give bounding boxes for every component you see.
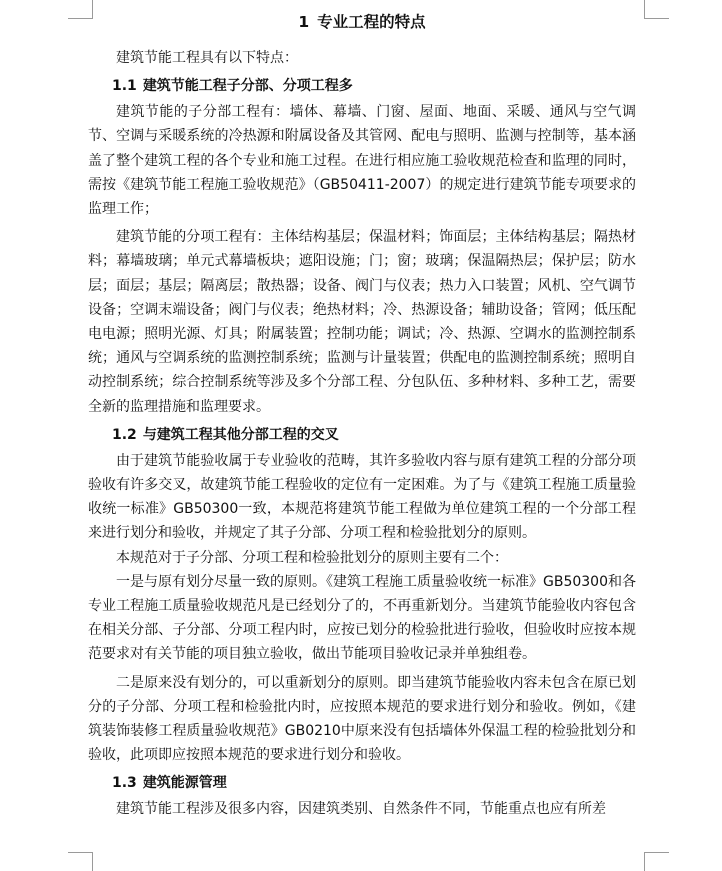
section-number: 1.2 <box>112 426 137 443</box>
section-title: 建筑节能工程子分部、分项工程多 <box>142 78 353 95</box>
section-number: 1.3 <box>112 775 137 792</box>
paragraph: 二是原来没有划分的，可以重新划分的原则。即当建筑节能验收内容未包含在原已划分的子分部、分项工程和检验批内时，应按照本规范的要求进行划分和验收。例如，《建筑装饰装修工程质量验收规范》GB0210中原来没有包括墙体外保温工程的检验批划分和验收，此项即应按照本规范的要求进行划分和验收。 <box>88 674 636 764</box>
intro-paragraph: 建筑节能工程具有以下特点： <box>116 50 298 66</box>
crop-mark-top-right <box>644 0 669 19</box>
paragraph: 一是与原有划分尽量一致的原则。《建筑工程施工质量验收统一标准》GB50300和各专业工程施工质量验收规范凡是已经划分了的，不再重新划分。当建筑节能验收内容包含在相关分部、子分部、分项工程内时，应按已划分的检验批进行验收，但验收时应按本规范要求对有关节能的项目独立验收，做出节能项目验收记录并单独组卷。 <box>88 573 636 663</box>
paragraph: 由于建筑节能验收属于专业验收的范畴，其许多验收内容与原有建筑工程的分部分项验收有许多交叉，故建筑节能工程验收的定位有一定困难。为了与《建筑工程施工质量验收统一标准》GB50300一致，本规范将建筑节能工程做为单位建筑工程的一个分部工程来进行划分和验收，并规定了其子分部、分项工程和检验批划分的原则。 <box>88 452 636 542</box>
section-title: 与建筑工程其他分部工程的交叉 <box>142 426 339 443</box>
crop-mark-bottom-left <box>68 852 93 871</box>
section-number: 1.1 <box>112 78 137 95</box>
section-title: 建筑能源管理 <box>142 775 227 792</box>
section-heading-1-3 <box>112 771 636 795</box>
paragraph: 建筑节能的子分部工程有：墙体、幕墙、门窗、屋面、地面、采暖、通风与空气调节、空调与采暖系统的冷热源和附属设备及其管网、配电与照明、监测与控制等，基本涵盖了整个建筑工程的各个专业和施工过程。在进行相应施工验收规范检查和监理的同时，需按《建筑节能工程施工验收规范》（GB50411-2007）的规定进行建筑节能专项要求的监理工作； <box>88 104 636 218</box>
paragraph: 建筑节能工程涉及很多内容，因建筑类别、自然条件不同，节能重点也应有所差 <box>116 801 606 818</box>
section-heading-1-1 <box>112 74 636 98</box>
document-body <box>88 10 636 826</box>
paragraph: 建筑节能的分项工程有：主体结构基层；保温材料；饰面层；主体结构基层；隔热材料；幕墙玻璃；单元式幕墙板块；遮阳设施；门；窗；玻璃；保温隔热层；保护层；防水层；面层；基层；隔离层；散热器；设备、阀门与仪表；热力入口装置；风机、空气调节设备；空调末端设备；阀门与仪表；绝热材料；冷、热源设备；辅助设备；管网；低压配电电源；照明光源、灯具；附属装置；控制功能；调试；冷、热源、空调水的监测控制系统；通风与空调系统的监测控制系统；监测与计量装置；供配电的监测控制系统；照明自动控制系统；综合控制系统等涉及多个分部工程、分包队伍、多种材料、多种工艺，需要全新的监理措施和监理要求。 <box>88 229 636 415</box>
section-heading-1-2 <box>112 423 636 447</box>
paragraph: 本规范对于子分部、分项工程和检验批划分的原则主要有二个： <box>116 549 508 566</box>
crop-mark-bottom-right <box>644 852 669 871</box>
chapter-title <box>88 10 636 34</box>
chapter-number: 1 <box>298 13 310 31</box>
chapter-title-text: 专业工程的特点 <box>317 13 426 31</box>
